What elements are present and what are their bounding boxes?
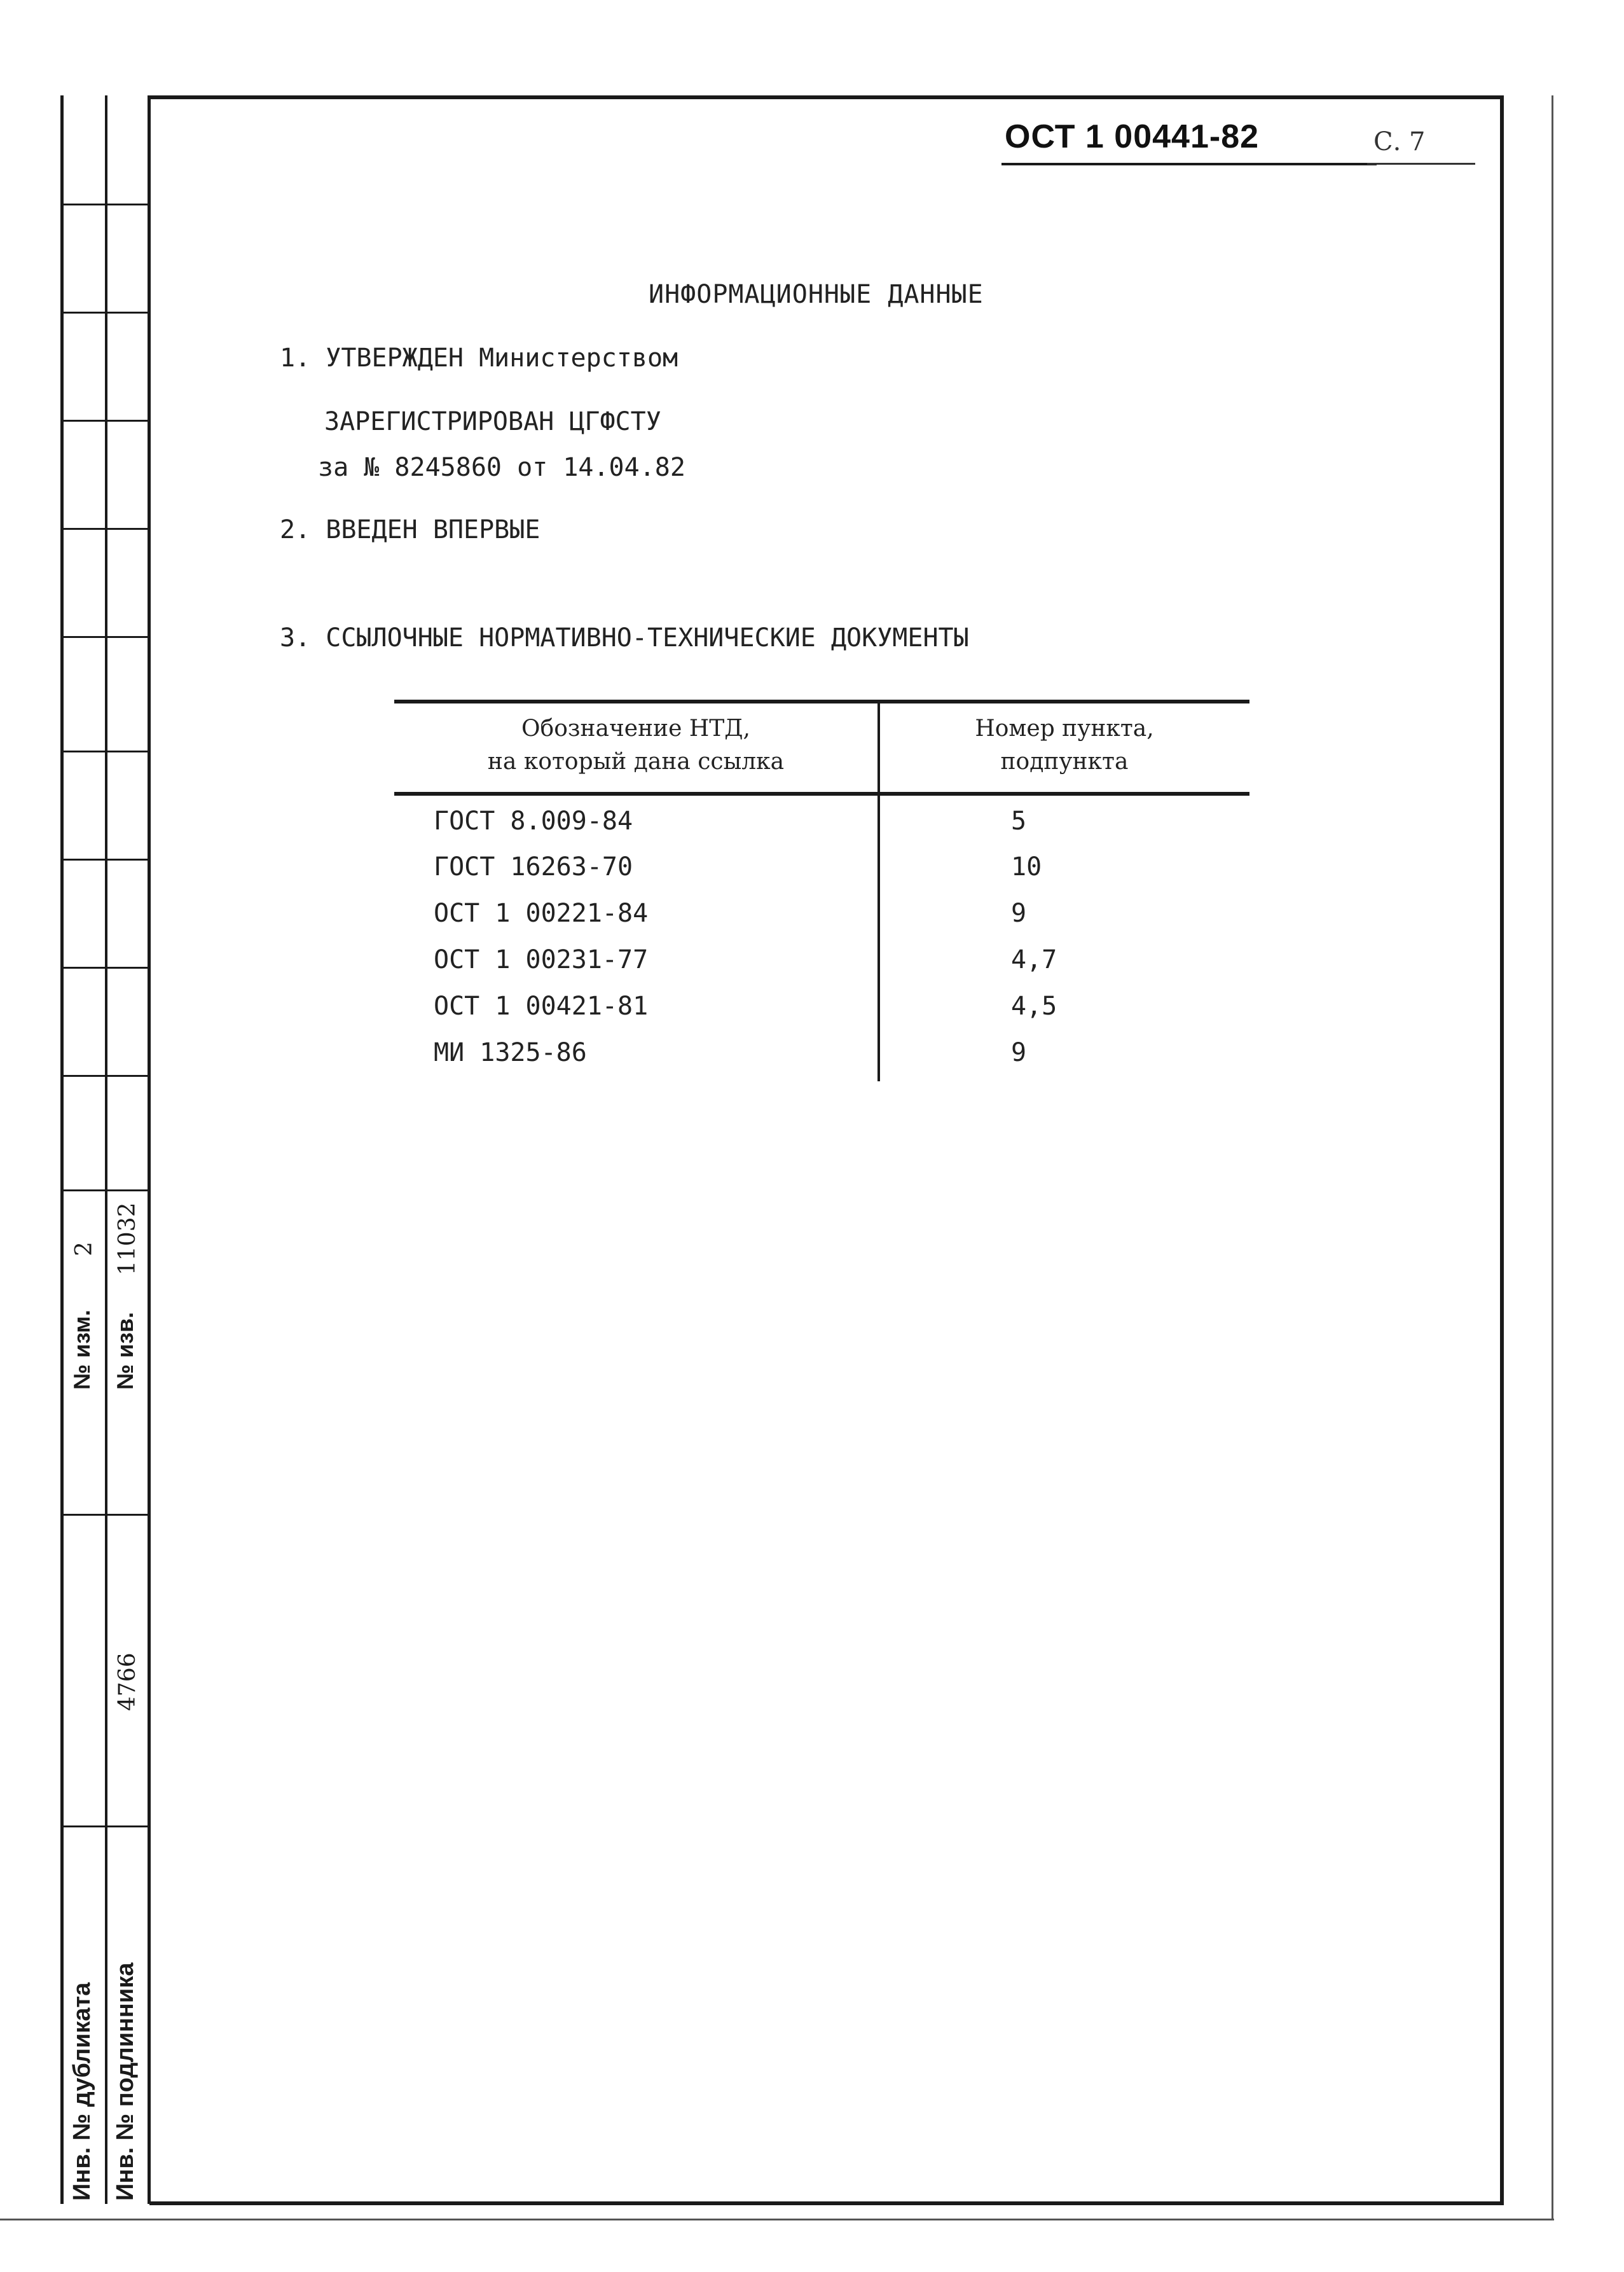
stamp-cell-line — [60, 1075, 149, 1077]
table-header-doc — [394, 712, 877, 779]
stamp-cell-line — [60, 1189, 149, 1191]
frame-right-border — [1500, 95, 1504, 2205]
stamp-cell-line — [60, 751, 149, 752]
item-introduced: 2. ВВЕДЕН ВПЕРВЫЕ — [280, 515, 540, 544]
notice-no-value: 11032 — [114, 1202, 141, 1275]
table-cell-doc: ГОСТ 16263-70 — [434, 852, 633, 882]
stamp-cell-line — [60, 859, 149, 861]
dup-inv-label: Инв. № дубликата — [69, 1982, 95, 2201]
table-header-doc-line2: на который дана ссылка — [487, 749, 785, 775]
stamp-cell-line — [60, 528, 149, 530]
table-header-clause-line2: подпункта — [1000, 749, 1129, 775]
item-approved: 1. УТВЕРЖДЕН Министерством — [280, 343, 678, 373]
table-header-clause-line1: Номер пункта, — [975, 716, 1154, 742]
item-registered: ЗАРЕГИСТРИРОВАН ЦГФСТУ — [324, 407, 661, 436]
notice-no-label: № изв. — [112, 1312, 138, 1390]
rev-no-value: 2 — [71, 1242, 97, 1256]
item-registered-number: за № 8245860 от 14.04.82 — [318, 453, 685, 482]
table-header-border — [394, 792, 1249, 796]
frame-top-border — [149, 95, 1504, 99]
stamp-cell-line — [60, 1825, 149, 1827]
table-header-clause — [880, 712, 1249, 779]
table-header-doc-line1: Обозначение НТД, — [521, 716, 750, 742]
doc-code: ОСТ 1 00441-82 — [1005, 118, 1260, 155]
stamp-cell-line — [60, 312, 149, 314]
stamp-cell-line — [60, 636, 149, 638]
table-cell-doc: ОСТ 1 00221-84 — [434, 899, 649, 928]
orig-inv-value: 4766 — [114, 1652, 141, 1711]
table-cell-doc: ОСТ 1 00421-81 — [434, 992, 649, 1021]
table-cell-clause: 9 — [1011, 899, 1027, 928]
table-cell-clause: 5 — [1011, 807, 1027, 836]
table-cell-clause: 10 — [1011, 852, 1042, 882]
stamp-cell-line — [60, 204, 149, 205]
table-cell-clause: 9 — [1011, 1038, 1027, 1067]
rev-no-label: № изм. — [69, 1310, 95, 1390]
table-cell-clause: 4,7 — [1011, 945, 1057, 974]
table-cell-doc: ГОСТ 8.009-84 — [434, 807, 633, 836]
table-cell-doc: ОСТ 1 00231-77 — [434, 945, 649, 974]
page-edge-bottom — [0, 2219, 1554, 2220]
stamp-cell-line — [60, 967, 149, 969]
table-cell-doc: МИ 1325-86 — [434, 1038, 587, 1067]
section-heading: ИНФОРМАЦИОННЫЕ ДАННЫЕ — [649, 280, 984, 309]
page-number-underline — [1367, 163, 1475, 165]
stamp-strip-line-1 — [60, 95, 64, 2204]
stamp-cell-line — [60, 420, 149, 422]
stamp-cell-line — [60, 1514, 149, 1516]
item-references: 3. ССЫЛОЧНЫЕ НОРМАТИВНО-ТЕХНИЧЕСКИЕ ДОКУМЕНТЫ — [280, 623, 969, 653]
table-cell-clause: 4,5 — [1011, 992, 1057, 1021]
page-number: С. 7 — [1373, 127, 1426, 156]
stamp-strip-line-2 — [105, 95, 107, 2204]
doc-code-underline — [1001, 163, 1377, 165]
stamp-strip-line-3 — [148, 95, 151, 2204]
table-top-border — [394, 700, 1249, 703]
frame-bottom-border — [149, 2201, 1504, 2205]
page-edge-right — [1552, 95, 1553, 2220]
orig-inv-label: Инв. № подлинника — [112, 1962, 139, 2201]
